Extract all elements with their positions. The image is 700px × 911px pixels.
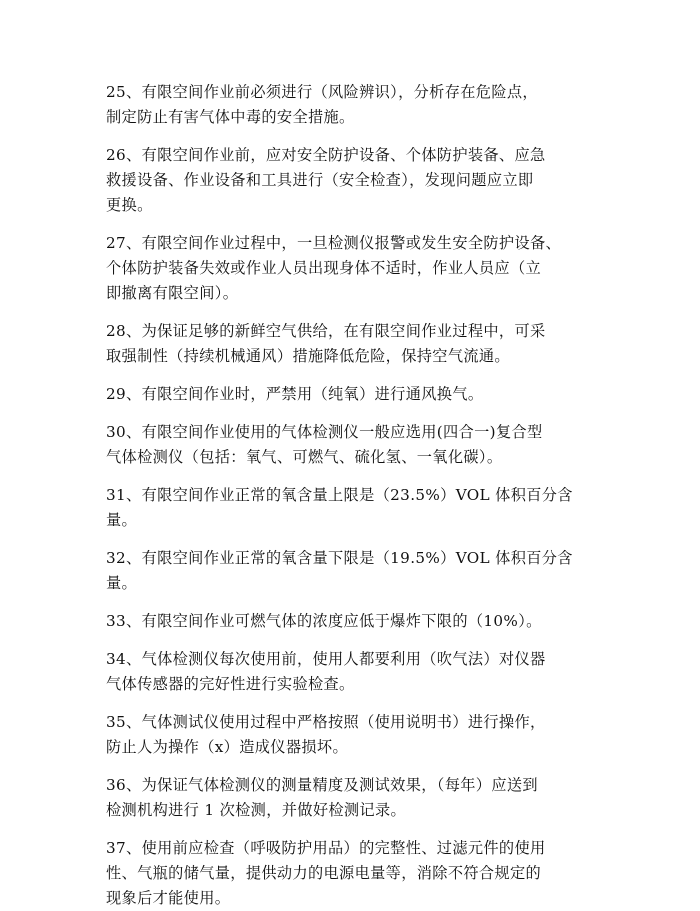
question-item-31 xyxy=(106,483,600,533)
text-line: 36、为保证气体检测仪的测量精度及测试效果，（每年）应送到 xyxy=(106,776,538,794)
text-line: 31、有限空间作业正常的氧含量上限是（23.5%）VOL 体积百分含 xyxy=(106,486,573,504)
question-item-36 xyxy=(106,773,600,823)
text-line: 27、有限空间作业过程中，一旦检测仪报警或发生安全防护设备、 xyxy=(106,234,562,252)
question-item-28 xyxy=(106,319,600,369)
question-item-27 xyxy=(106,231,600,306)
text-line: 取强制性（持续机械通风）措施降低危险，保持空气流通。 xyxy=(106,347,510,365)
text-line: 个体防护装备失效或作业人员出现身体不适时，作业人员应（立 xyxy=(106,259,542,277)
text-line: 26、有限空间作业前，应对安全防护设备、个体防护装备、应急 xyxy=(106,146,546,164)
question-item-33 xyxy=(106,609,600,634)
question-item-29 xyxy=(106,382,600,407)
text-line: 34、气体检测仪每次使用前，使用人都要利用（吹气法）对仪器 xyxy=(106,650,546,668)
text-line: 救援设备、作业设备和工具进行（安全检查），发现问题应立即 xyxy=(106,171,534,189)
text-line: 33、有限空间作业可燃气体的浓度应低于爆炸下限的（10%）。 xyxy=(106,612,542,630)
text-line: 25、有限空间作业前必须进行（风险辨识），分析存在危险点， xyxy=(106,83,538,101)
text-line: 气体传感器的完好性进行实验检查。 xyxy=(106,675,355,693)
question-item-35 xyxy=(106,710,600,760)
text-line: 28、为保证足够的新鲜空气供给，在有限空间作业过程中，可采 xyxy=(106,322,546,340)
text-line: 量。 xyxy=(106,574,138,592)
text-line: 气体检测仪（包括：氧气、可燃气、硫化氢、一氧化碳）。 xyxy=(106,448,503,466)
text-line: 37、使用前应检查（呼吸防护用品）的完整性、过滤元件的使用 xyxy=(106,839,546,857)
question-item-37 xyxy=(106,836,600,911)
text-line: 性、气瓶的储气量，提供动力的电源电量等，消除不符合规定的 xyxy=(106,864,542,882)
question-item-30 xyxy=(106,420,600,470)
text-line: 29、有限空间作业时，严禁用（纯氧）进行通风换气。 xyxy=(106,385,484,403)
text-line: 现象后才能使用。 xyxy=(106,889,231,907)
text-line: 30、有限空间作业使用的气体检测仪一般应选用(四合一)复合型 xyxy=(106,423,543,441)
text-line: 制定防止有害气体中毒的安全措施。 xyxy=(106,108,355,126)
question-item-34 xyxy=(106,647,600,697)
text-line: 更换。 xyxy=(106,196,153,214)
text-line: 量。 xyxy=(106,511,138,529)
question-item-26 xyxy=(106,143,600,218)
text-line: 35、气体测试仪使用过程中严格按照（使用说明书）进行操作， xyxy=(106,713,546,731)
text-line: 32、有限空间作业正常的氧含量下限是（19.5%）VOL 体积百分含 xyxy=(106,549,573,567)
text-line: 防止人为操作（x）造成仪器损坏。 xyxy=(106,738,348,756)
question-item-25 xyxy=(106,80,600,130)
text-line: 即撤离有限空间）。 xyxy=(106,284,239,302)
text-line: 检测机构进行 1 次检测，并做好检测记录。 xyxy=(106,801,407,819)
question-item-32 xyxy=(106,546,600,596)
